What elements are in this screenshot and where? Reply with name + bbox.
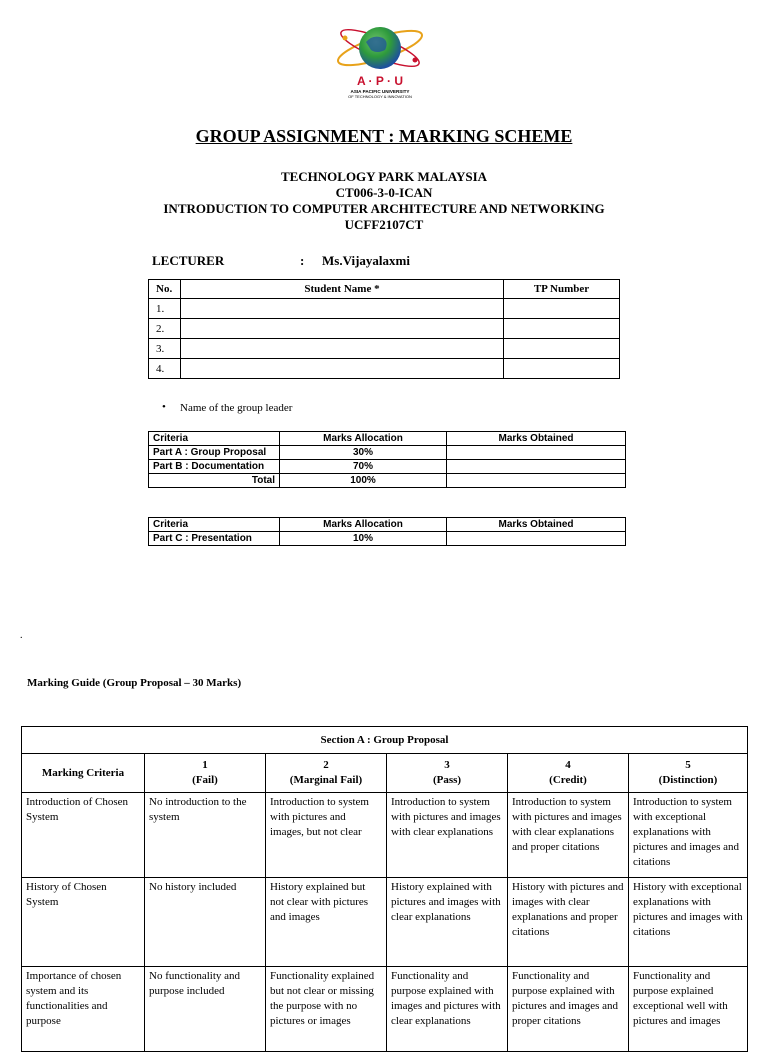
header-tp-number: TP Number <box>504 280 620 299</box>
level-number: 5 <box>685 759 691 771</box>
level-number: 2 <box>323 759 329 771</box>
rubric-cell: No history included <box>145 878 266 967</box>
header-criteria: Criteria <box>149 518 280 532</box>
level-header <box>387 754 508 793</box>
marks-allocation: 30% <box>280 446 447 460</box>
header-marks-allocation: Marks Allocation <box>280 432 447 446</box>
rubric-cell: History explained with pictures and images with clear explanations <box>387 878 508 967</box>
logo-subtitle2: OF TECHNOLOGY & INNOVATION <box>348 94 412 99</box>
table-row <box>149 339 620 359</box>
table-row <box>149 299 620 319</box>
total-allocation: 100% <box>280 474 447 488</box>
student-name-cell[interactable] <box>181 339 504 359</box>
tp-number-cell[interactable] <box>504 359 620 379</box>
student-table <box>148 279 620 379</box>
criterion-cell: Introduction of Chosen System <box>22 793 145 878</box>
level-header <box>266 754 387 793</box>
rubric-section-row <box>22 727 748 754</box>
logo-subtitle1: ASIA PACIFIC UNIVERSITY <box>350 89 410 94</box>
tp-number-cell[interactable] <box>504 339 620 359</box>
student-name-cell[interactable] <box>181 319 504 339</box>
marks-obtained-cell[interactable] <box>447 446 626 460</box>
rubric-cell: History with exceptional explanations with pictures and images with citations <box>629 878 748 967</box>
header-marks-obtained: Marks Obtained <box>447 518 626 532</box>
table-row <box>149 460 626 474</box>
level-header <box>145 754 266 793</box>
rubric-cell: Introduction to system with pictures and images with clear explanations <box>387 793 508 878</box>
marks-obtained-cell[interactable] <box>447 532 626 546</box>
logo-letters: A · P · U <box>356 74 404 88</box>
level-name: (Fail) <box>192 774 218 786</box>
rubric-cell: No introduction to the system <box>145 793 266 878</box>
bullet-icon: • <box>162 401 166 413</box>
table-row <box>22 793 748 878</box>
marks-table-main <box>148 431 626 488</box>
rubric-cell: History with pictures and images with clear explanations and proper citations <box>508 878 629 967</box>
rubric-cell: Introduction to system with exceptional explanations with pictures and images and citations <box>629 793 748 878</box>
header-student-name: Student Name * <box>181 280 504 299</box>
header-line4: UCFF2107CT <box>344 217 424 232</box>
marks-allocation: 70% <box>280 460 447 474</box>
marks-allocation: 10% <box>280 532 447 546</box>
level-number: 3 <box>444 759 450 771</box>
criterion-cell: Importance of chosen system and its functionalities and purpose <box>22 967 145 1052</box>
table-row <box>149 359 620 379</box>
rubric-levels-row <box>22 754 748 793</box>
header-marks-obtained: Marks Obtained <box>447 432 626 446</box>
stray-mark: . <box>20 630 23 641</box>
total-obtained-cell[interactable] <box>447 474 626 488</box>
marks-table-header <box>149 518 626 532</box>
section-title: Section A : Group Proposal <box>22 727 748 754</box>
header-line1: TECHNOLOGY PARK MALAYSIA <box>280 169 488 184</box>
tp-number-cell[interactable] <box>504 299 620 319</box>
header-no: No. <box>149 280 181 299</box>
row-number: 3. <box>149 339 181 359</box>
total-label: Total <box>149 474 280 488</box>
student-name-cell[interactable] <box>181 299 504 319</box>
lecturer-colon: : <box>300 253 305 268</box>
table-row <box>149 532 626 546</box>
rubric-cell: Introduction to system with pictures and images, but not clear <box>266 793 387 878</box>
row-number: 4. <box>149 359 181 379</box>
rubric-cell: History explained but not clear with pictures and images <box>266 878 387 967</box>
level-number: 4 <box>565 759 571 771</box>
level-name: (Credit) <box>549 774 587 786</box>
apu-logo <box>333 20 427 100</box>
level-name: (Marginal Fail) <box>289 774 363 786</box>
tp-number-cell[interactable] <box>504 319 620 339</box>
lecturer-label: LECTURER <box>152 253 225 268</box>
level-header <box>508 754 629 793</box>
row-number: 2. <box>149 319 181 339</box>
table-row <box>22 878 748 967</box>
header-criteria: Criteria <box>149 432 280 446</box>
rubric-cell: Functionality and purpose explained with pictures and images and proper citations <box>508 967 629 1052</box>
student-name-cell[interactable] <box>181 359 504 379</box>
table-row <box>149 319 620 339</box>
table-row <box>149 446 626 460</box>
level-name: (Pass) <box>432 774 462 786</box>
rubric-cell: Functionality explained but not clear or missing the purpose with no pictures or images <box>266 967 387 1052</box>
criteria-label: Part B : Documentation <box>149 460 280 474</box>
rubric-cell: Functionality and purpose explained exceptional well with pictures and images <box>629 967 748 1052</box>
criteria-label: Part A : Group Proposal <box>149 446 280 460</box>
marks-table-header <box>149 432 626 446</box>
rubric-cell: Introduction to system with pictures and images with clear explanations and proper citations <box>508 793 629 878</box>
table-row <box>149 474 626 488</box>
lecturer-name: Ms.Vijayalaxmi <box>322 253 410 268</box>
rubric-cell: Functionality and purpose explained with images and pictures with clear explanations <box>387 967 508 1052</box>
page-title: GROUP ASSIGNMENT : MARKING SCHEME <box>195 126 573 146</box>
table-row <box>22 967 748 1052</box>
level-number: 1 <box>202 759 208 771</box>
criteria-label: Part C : Presentation <box>149 532 280 546</box>
marks-obtained-cell[interactable] <box>447 460 626 474</box>
marks-table-presentation <box>148 517 626 546</box>
student-table-header <box>149 280 620 299</box>
rubric-table <box>21 726 748 1052</box>
marking-guide-title: Marking Guide (Group Proposal – 30 Marks) <box>27 677 242 689</box>
header-line3: INTRODUCTION TO COMPUTER ARCHITECTURE AND NETWORKING <box>163 201 605 216</box>
criterion-cell: History of Chosen System <box>22 878 145 967</box>
header-line2: CT006-3-0-ICAN <box>335 185 433 200</box>
group-leader-text: Name of the group leader <box>180 402 293 414</box>
header-marking-criteria: Marking Criteria <box>22 754 145 793</box>
level-name: (Distinction) <box>658 774 718 786</box>
rubric-cell: No functionality and purpose included <box>145 967 266 1052</box>
header-marks-allocation: Marks Allocation <box>280 518 447 532</box>
level-header <box>629 754 748 793</box>
row-number: 1. <box>149 299 181 319</box>
